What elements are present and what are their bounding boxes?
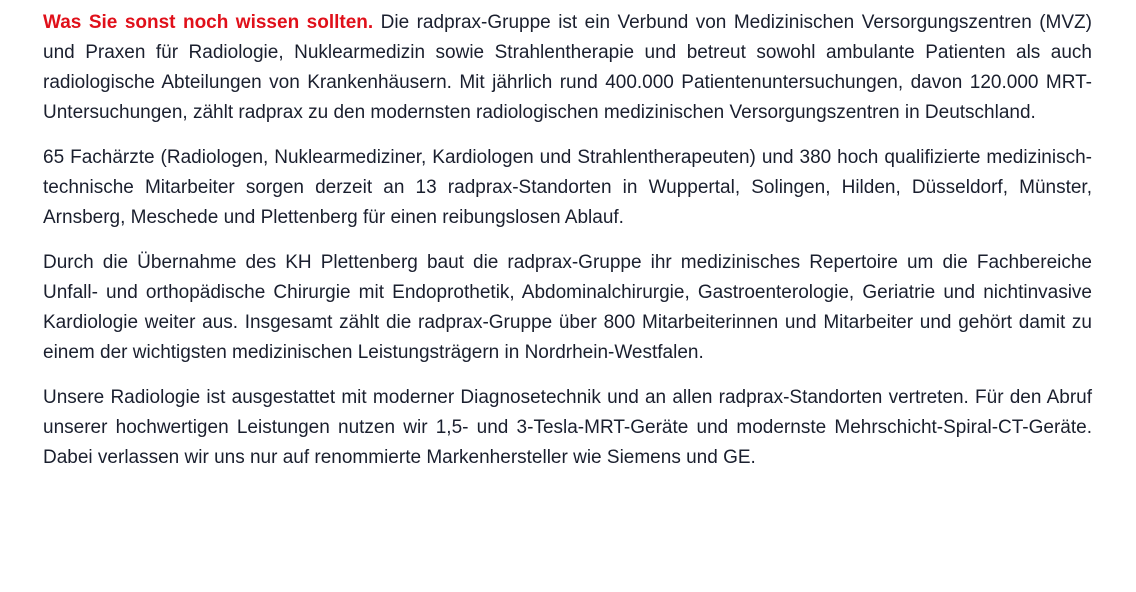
paragraph-hospital: Durch die Übernahme des KH Plettenberg baut die radprax-Gruppe ihr medizinisches Repertoire um die Fachbereiche Unfall- und orthopädische Chirurgie mit Endoprothetik, Abdominalchirurgie, Gastroenterologie, Geriatrie und nichtinvasive Kardiologie weiter aus. Insgesamt zählt die radprax-Gruppe über 800 Mitarbeiterinnen und Mitarbeiter und gehört damit zu einem der wichtigsten medizinischen Leistungsträgern in Nordrhein-Westfalen.: [43, 252, 1092, 363]
paragraph-intro: [43, 8, 1092, 128]
paragraph-radiology: Unsere Radiologie ist ausgestattet mit moderner Diagnosetechnik und an allen radprax-Standorten vertreten. Für den Abruf unserer hochwertigen Leistungen nutzen wir 1,5- und 3-Tesla-MRT-Geräte und modernste Mehrschicht-Spiral-CT-Geräte. Dabei verlassen wir uns nur auf renommierte Markenhersteller wie Siemens und GE.: [43, 387, 1092, 468]
paragraph-intro-text: Die radprax-Gruppe ist ein Verbund von Medizinischen Versorgungszentren (MVZ) und Praxen für Radiologie, Nuklearmedizin sowie Strahlentherapie und betreut sowohl ambulante Patienten als auch radiologische Abteilungen von Krankenhäusern. Mit jährlich rund 400.000 Patientenuntersuchungen, davon 120.000 MRT-Untersuchungen, zählt radprax zu den modernsten radiologischen medizinischen Versorgungszentren in Deutschland.: [43, 12, 1092, 123]
lead-heading: Was Sie sonst noch wissen sollten.: [43, 12, 374, 33]
paragraph-staff: 65 Fachärzte (Radiologen, Nuklearmediziner, Kardiologen und Strahlentherapeuten) und 380 hoch qualifizierte medizinisch-technische Mitarbeiter sorgen derzeit an 13 radprax-Standorten in Wuppertal, Solingen, Hilden, Düsseldorf, Münster, Arnsberg, Meschede und Plettenberg für einen reibungslosen Ablauf.: [43, 147, 1092, 228]
article-body: [43, 8, 1092, 488]
